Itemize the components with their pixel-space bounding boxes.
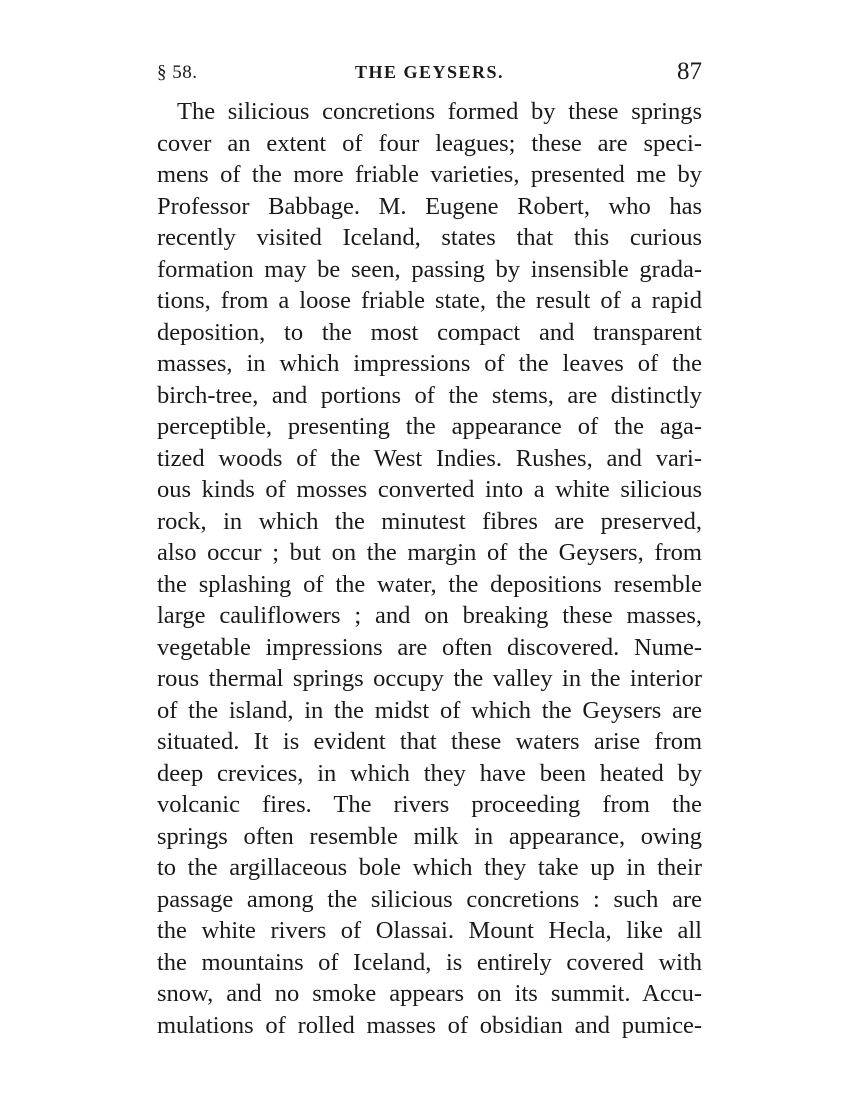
text-line: situated. It is evident that these waters arise from: [157, 728, 702, 755]
text-line: snow, and no smoke appears on its summit. Accu-: [157, 980, 702, 1007]
text-line: recently visited Iceland, states that this curious: [157, 224, 702, 251]
text-line: Professor Babbage. M. Eugene Robert, who has: [157, 192, 702, 220]
text-line: mens of the more friable varieties, presented me by: [157, 161, 702, 188]
text-line: the white rivers of Olassai. Mount Hecla, like all: [157, 917, 702, 944]
text-line: tized woods of the West Indies. Rushes, and vari-: [157, 444, 702, 472]
text-line: vegetable impressions are often discovered. Nume-: [157, 633, 702, 661]
text-line: volcanic fires. The rivers proceeding from the: [157, 791, 702, 818]
text-line: formation may be seen, passing by insensible grada-: [157, 255, 702, 283]
running-head: [157, 58, 702, 88]
body-text: [157, 96, 702, 1041]
text-line: tions, from a loose friable state, the result of a rapid: [157, 287, 702, 314]
text-line: mulations of rolled masses of obsidian and pumice-: [157, 1011, 702, 1039]
text-line: large cauliflowers ; and on breaking these masses,: [157, 602, 702, 629]
text-line: rock, in which the minutest fibres are preserved,: [157, 507, 702, 535]
text-line: deep crevices, in which they have been heated by: [157, 759, 702, 787]
text-line: to the argillaceous bole which they take up in their: [157, 854, 702, 881]
text-line: The silicious concretions formed by these springs: [177, 98, 702, 125]
text-line: ous kinds of mosses converted into a white silicious: [157, 476, 702, 503]
page-number: 87: [677, 58, 702, 85]
text-line: rous thermal springs occupy the valley in the interior: [157, 665, 702, 692]
text-line: cover an extent of four leagues; these are speci-: [157, 129, 702, 157]
text-line: deposition, to the most compact and transparent: [157, 318, 702, 346]
text-line: of the island, in the midst of which the Geysers are: [157, 696, 702, 724]
text-line: the splashing of the water, the depositions resemble: [157, 570, 702, 598]
section-number: § 58.: [157, 62, 198, 83]
text-line: masses, in which impressions of the leaves of the: [157, 350, 702, 377]
running-title: THE GEYSERS.: [354, 62, 505, 82]
text-line: passage among the silicious concretions : such are: [157, 885, 702, 913]
text-line: perceptible, presenting the appearance of the aga-: [157, 413, 702, 440]
text-line: springs often resemble milk in appearance, owing: [157, 822, 702, 850]
text-line: also occur ; but on the margin of the Geysers, from: [157, 539, 702, 566]
text-line: the mountains of Iceland, is entirely covered with: [157, 948, 702, 976]
text-line: birch-tree, and portions of the stems, are distinctly: [157, 381, 702, 409]
